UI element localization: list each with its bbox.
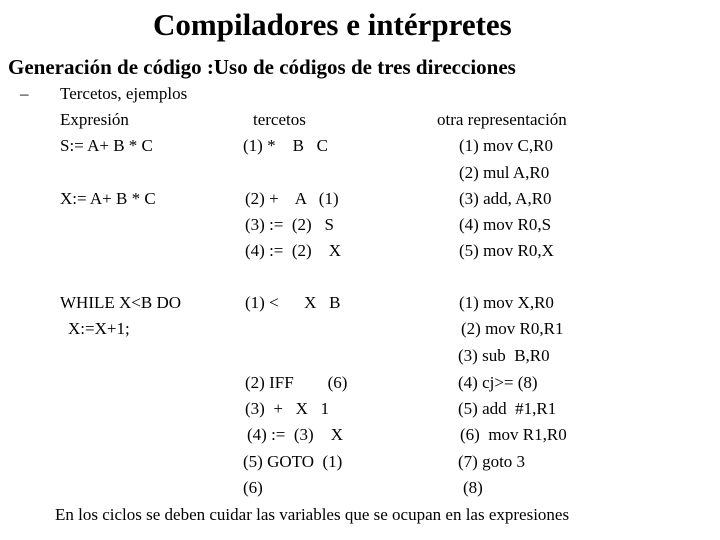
terceto-line: (1) * B C [243,136,328,155]
tercetos-header: tercetos [253,110,306,129]
asm-line: (1) mov C,R0 [459,136,553,155]
asm-line: (8) [463,478,483,497]
asm-line: (2) mov R0,R1 [461,319,564,338]
terceto-line: (3) := (2) S [245,215,334,234]
expression-3-line-2: X:=X+1; [68,319,130,338]
expression-2: X:= A+ B * C [60,189,156,208]
asm-line: (5) add #1,R1 [458,399,557,418]
asm-line: (4) cj>= (8) [458,373,538,392]
asm-line: (2) mul A,R0 [459,163,550,182]
asm-line: (3) sub B,R0 [458,346,550,365]
terceto-line: (2) + A (1) [245,189,339,208]
expression-3-line-1: WHILE X<B DO [60,293,182,312]
expression-1: S:= A+ B * C [60,136,153,155]
bullet-text: Tercetos, ejemplos [60,84,188,103]
asm-line: (1) mov X,R0 [459,293,554,312]
terceto-line: (1) < X B [245,293,341,312]
asm-line: (4) mov R0,S [459,215,552,234]
terceto-line: (2) IFF (6) [245,373,348,392]
terceto-line: (4) := (2) X [245,241,341,260]
asm-line: (5) mov R0,X [459,241,554,260]
terceto-line: (6) [243,478,263,497]
asm-line: (6) mov R1,R0 [460,425,567,444]
asm-line: (3) add, A,R0 [459,189,552,208]
terceto-line: (3) + X 1 [245,399,330,418]
terceto-line: (5) GOTO (1) [243,452,343,471]
slide-subtitle: Generación de código :Uso de códigos de tres direcciones [8,55,516,79]
footer-note: En los ciclos se deben cuidar las variables que se ocupan en las expresiones [55,505,570,524]
slide-title: Compiladores e intérpretes [153,7,512,42]
expression-header: Expresión [60,110,129,129]
terceto-line: (4) := (3) X [247,425,343,444]
asm-line: (7) goto 3 [458,452,526,471]
other-representation-header: otra representación [437,110,567,129]
bullet-dash: – [20,84,29,103]
